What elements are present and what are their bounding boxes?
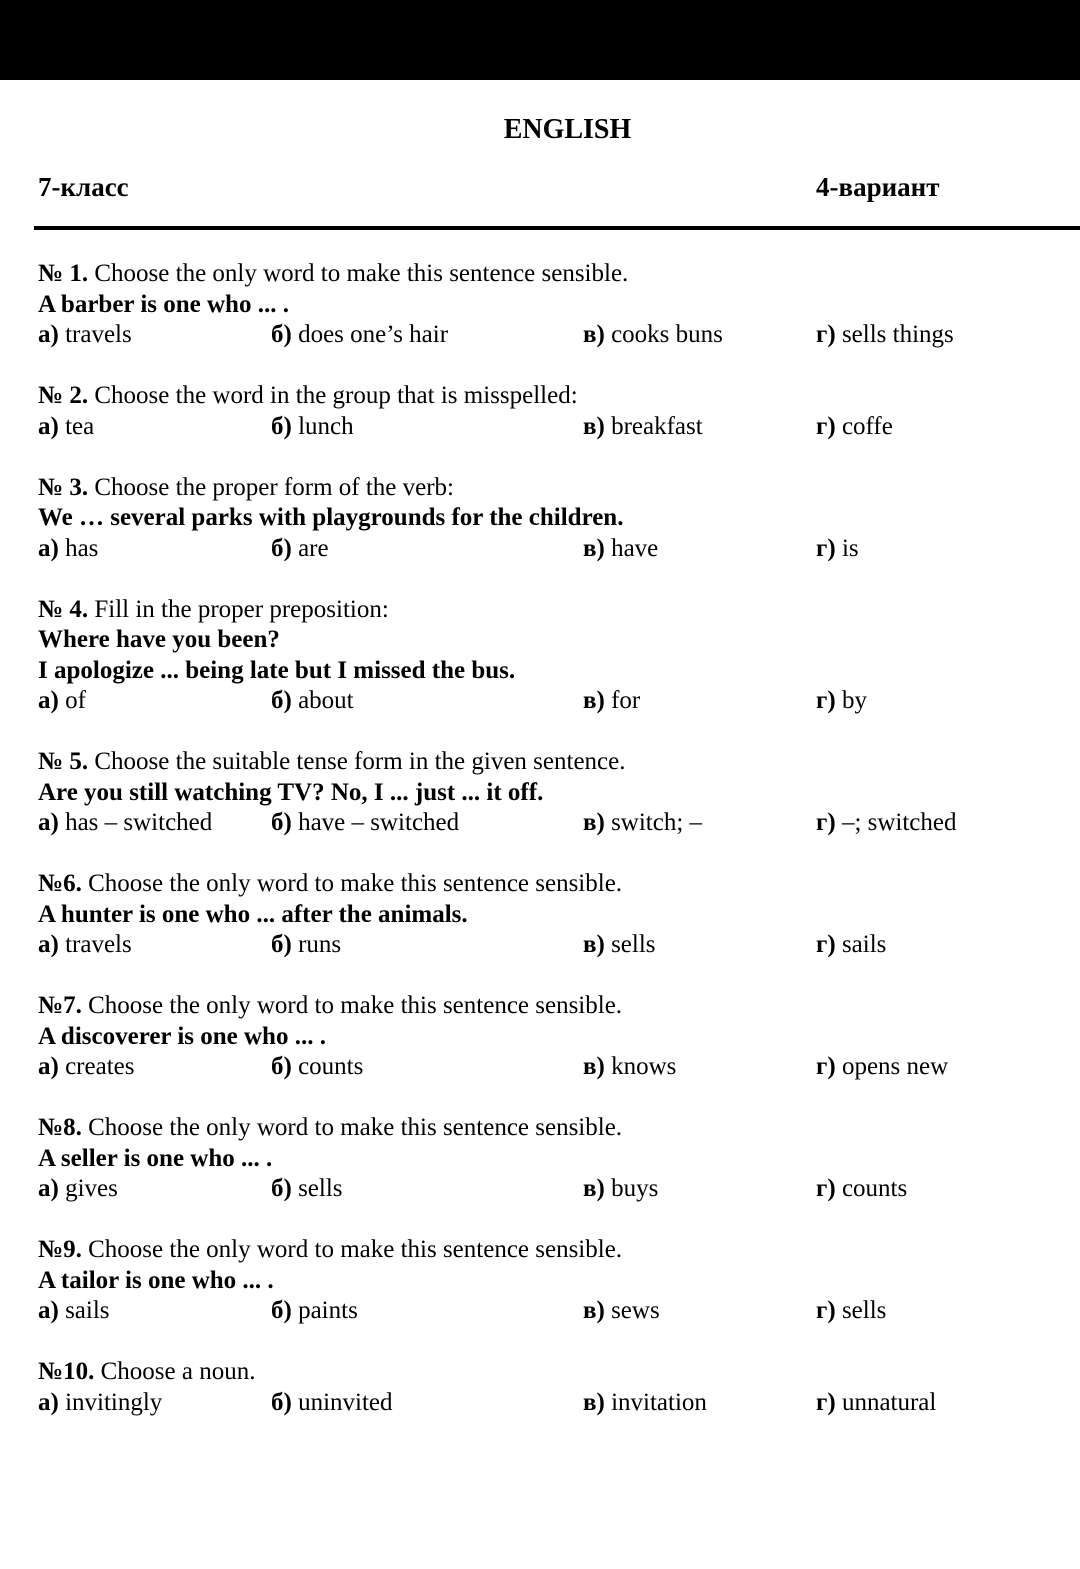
question-number: № 2. [38, 382, 89, 409]
question-instruction-line [38, 869, 1068, 900]
question-instruction: Choose the suitable tense form in the given sentence. [94, 748, 626, 775]
option-letter: а) [38, 412, 59, 440]
option-text: cooks buns [611, 321, 723, 348]
answer-option-d [816, 1174, 907, 1205]
question-7 [38, 991, 1068, 1113]
question-instruction: Fill in the proper preposition: [94, 595, 389, 623]
option-text: invitation [611, 1388, 707, 1416]
option-letter: г) [816, 687, 836, 714]
answer-option-b [271, 686, 354, 717]
question-prompt: A hunter is one who ... after the animals. [38, 900, 468, 928]
answer-option-c [583, 1052, 676, 1083]
answer-option-a [38, 1388, 162, 1419]
question-prompt: I apologize ... being late but I missed the bus. [38, 656, 516, 684]
option-text: coffe [841, 412, 893, 440]
option-letter: в) [583, 534, 605, 562]
option-letter: б) [271, 1175, 292, 1202]
question-1 [38, 259, 1068, 381]
question-instruction-line [38, 1357, 1068, 1388]
variant-label: 4-вариант [816, 172, 940, 202]
answer-option-b [271, 930, 341, 961]
option-letter: б) [271, 1297, 292, 1324]
option-letter: в) [583, 321, 605, 348]
option-text: sails [65, 1297, 110, 1324]
answer-option-b [271, 320, 448, 351]
question-instruction-line [38, 1113, 1068, 1144]
question-instruction: Choose the only word to make this sentence sensible. [88, 870, 623, 897]
option-letter: г) [816, 534, 836, 562]
option-letter: б) [271, 809, 292, 836]
option-text: switch; – [611, 809, 703, 836]
option-letter: а) [38, 321, 59, 348]
option-letter: а) [38, 534, 59, 562]
option-text: gives [65, 1175, 118, 1202]
grade-label: 7-класс [38, 172, 129, 202]
question-number: № 4. [38, 595, 89, 623]
question-instruction-line [38, 1235, 1068, 1266]
answer-option-d [816, 808, 957, 839]
option-letter: г) [816, 1175, 836, 1202]
question-prompt: Are you still watching TV? No, I ... just ... it off. [38, 778, 544, 806]
option-letter: б) [271, 1053, 292, 1080]
question-prompt: A seller is one who ... . [38, 1144, 273, 1172]
option-letter: б) [271, 1388, 292, 1416]
option-letter: г) [816, 809, 836, 836]
answer-option-b [271, 1296, 358, 1327]
answer-option-a [38, 808, 212, 839]
question-spacer [38, 564, 1068, 595]
option-text: paints [298, 1297, 358, 1324]
answer-options [38, 1174, 1068, 1205]
answer-option-d [816, 1388, 936, 1419]
question-9 [38, 1235, 1068, 1357]
option-text: tea [65, 412, 95, 440]
question-3 [38, 473, 1068, 595]
question-instruction: Choose the proper form of the verb: [94, 473, 454, 501]
question-spacer [38, 351, 1068, 382]
option-text: creates [65, 1053, 135, 1080]
option-letter: а) [38, 1388, 59, 1416]
question-spacer [38, 1327, 1068, 1358]
option-letter: в) [583, 931, 605, 958]
option-text: sails [841, 931, 887, 958]
question-5 [38, 747, 1068, 869]
question-spacer [38, 961, 1068, 992]
answer-option-b [271, 1052, 363, 1083]
answer-option-c [583, 320, 723, 351]
question-instruction: Choose the only word to make this sentence sensible. [94, 260, 629, 287]
option-text: of [65, 687, 86, 714]
question-instruction-line [38, 747, 1068, 778]
option-text: travels [65, 931, 132, 958]
option-text: sells [298, 1175, 343, 1202]
option-text: invitingly [65, 1388, 163, 1416]
option-text: are [298, 534, 329, 562]
option-letter: а) [38, 931, 59, 958]
question-10 [38, 1357, 1068, 1418]
question-number: №8. [38, 1114, 82, 1141]
answer-options [38, 412, 1068, 443]
option-letter: в) [583, 809, 605, 836]
option-letter: а) [38, 1297, 59, 1324]
answer-option-c [583, 1296, 660, 1327]
option-text: unnatural [841, 1388, 937, 1416]
answer-option-a [38, 320, 132, 351]
question-prompt: We … several parks with playgrounds for the children. [38, 504, 624, 531]
option-letter: г) [816, 412, 836, 440]
question-number: № 5. [38, 748, 89, 775]
question-instruction-line [38, 259, 1068, 290]
option-text: sells [841, 1297, 887, 1324]
question-instruction: Choose the only word to make this sentence sensible. [88, 1114, 623, 1141]
answer-options [38, 534, 1068, 565]
option-text: has – switched [65, 809, 213, 836]
question-number: № 1. [38, 260, 89, 287]
question-instruction: Choose a noun. [100, 1358, 256, 1385]
question-instruction: Choose the only word to make this sentence sensible. [88, 1236, 623, 1263]
answer-option-a [38, 1296, 110, 1327]
answer-options [38, 320, 1068, 351]
option-letter: б) [271, 534, 292, 562]
question-spacer [38, 442, 1068, 473]
header-divider [34, 226, 1080, 230]
answer-option-c [583, 930, 656, 961]
answer-options [38, 1388, 1068, 1419]
question-number: №6. [38, 870, 82, 897]
question-instruction: Choose the word in the group that is misspelled: [94, 382, 578, 409]
option-letter: г) [816, 931, 836, 958]
answer-options [38, 1052, 1068, 1083]
option-letter: в) [583, 687, 605, 714]
answer-option-c [583, 808, 702, 839]
question-spacer [38, 839, 1068, 870]
option-text: breakfast [611, 412, 703, 440]
option-text: does one’s hair [298, 321, 449, 348]
answer-option-b [271, 412, 354, 443]
answer-options [38, 686, 1068, 717]
question-instruction-line [38, 991, 1068, 1022]
option-letter: а) [38, 809, 59, 836]
answer-option-a [38, 412, 94, 443]
question-prompt: A tailor is one who ... . [38, 1266, 274, 1294]
answer-option-a [38, 1174, 118, 1205]
answer-option-a [38, 930, 132, 961]
answer-option-c [583, 686, 640, 717]
option-letter: в) [583, 412, 605, 440]
answer-option-b [271, 1388, 393, 1419]
question-spacer [38, 1205, 1068, 1236]
option-text: for [611, 687, 641, 714]
option-letter: г) [816, 1053, 836, 1080]
answer-options [38, 1296, 1068, 1327]
question-instruction-line [38, 381, 1068, 412]
option-letter: г) [816, 1297, 836, 1324]
option-letter: а) [38, 1175, 59, 1202]
answer-option-b [271, 808, 459, 839]
option-letter: б) [271, 412, 292, 440]
option-text: uninvited [298, 1388, 393, 1416]
question-instruction-line [38, 595, 1068, 626]
answer-options [38, 808, 1068, 839]
question-number: № 3. [38, 473, 89, 501]
option-text: by [841, 687, 867, 714]
answer-option-d [816, 412, 893, 443]
option-text: counts [841, 1175, 908, 1202]
answer-option-c [583, 1174, 658, 1205]
option-text: runs [298, 931, 342, 958]
option-letter: а) [38, 1053, 59, 1080]
option-letter: б) [271, 931, 292, 958]
question-prompt: Where have you been? [38, 626, 280, 653]
question-6 [38, 869, 1068, 991]
answer-options [38, 930, 1068, 961]
option-letter: в) [583, 1175, 605, 1202]
option-letter: в) [583, 1388, 605, 1416]
answer-option-c [583, 1388, 707, 1419]
question-spacer [38, 1083, 1068, 1114]
question-number: №7. [38, 992, 82, 1019]
answer-option-a [38, 1052, 134, 1083]
answer-option-c [583, 412, 703, 443]
option-text: is [841, 534, 859, 562]
option-text: have [611, 534, 659, 562]
option-text: has [65, 534, 99, 562]
option-text: knows [611, 1053, 677, 1080]
option-letter: а) [38, 687, 59, 714]
option-letter: г) [816, 1388, 836, 1416]
answer-option-d [816, 1296, 886, 1327]
answer-option-c [583, 534, 658, 565]
option-text: about [298, 687, 354, 714]
option-letter: г) [816, 321, 836, 348]
question-prompt: A barber is one who ... . [38, 290, 289, 318]
answer-option-d [816, 320, 954, 351]
option-text: sells [611, 931, 656, 958]
option-letter: б) [271, 321, 292, 348]
answer-option-b [271, 534, 329, 565]
questions-list [38, 259, 1068, 1418]
document-title: ENGLISH [503, 114, 632, 145]
option-text: –; switched [841, 809, 957, 836]
question-4 [38, 595, 1068, 748]
question-instruction-line [38, 473, 1068, 504]
question-prompt: A discoverer is one who ... . [38, 1022, 326, 1050]
answer-option-d [816, 686, 867, 717]
answer-option-d [816, 1052, 948, 1083]
answer-option-d [816, 534, 859, 565]
option-text: sews [611, 1297, 660, 1324]
option-text: buys [611, 1175, 659, 1202]
top-black-bar [0, 0, 1080, 80]
option-text: counts [298, 1053, 364, 1080]
option-text: travels [65, 321, 132, 348]
answer-option-b [271, 1174, 343, 1205]
option-text: lunch [298, 412, 354, 440]
answer-option-d [816, 930, 886, 961]
answer-option-a [38, 534, 98, 565]
question-2 [38, 381, 1068, 473]
option-text: sells things [841, 321, 954, 348]
question-8 [38, 1113, 1068, 1235]
question-number: №10. [38, 1358, 95, 1385]
option-text: have – switched [298, 809, 460, 836]
question-number: №9. [38, 1236, 82, 1263]
option-letter: в) [583, 1053, 605, 1080]
answer-option-a [38, 686, 86, 717]
option-text: opens new [841, 1053, 949, 1080]
option-letter: б) [271, 687, 292, 714]
option-letter: в) [583, 1297, 605, 1324]
question-spacer [38, 717, 1068, 748]
question-instruction: Choose the only word to make this sentence sensible. [88, 992, 623, 1019]
